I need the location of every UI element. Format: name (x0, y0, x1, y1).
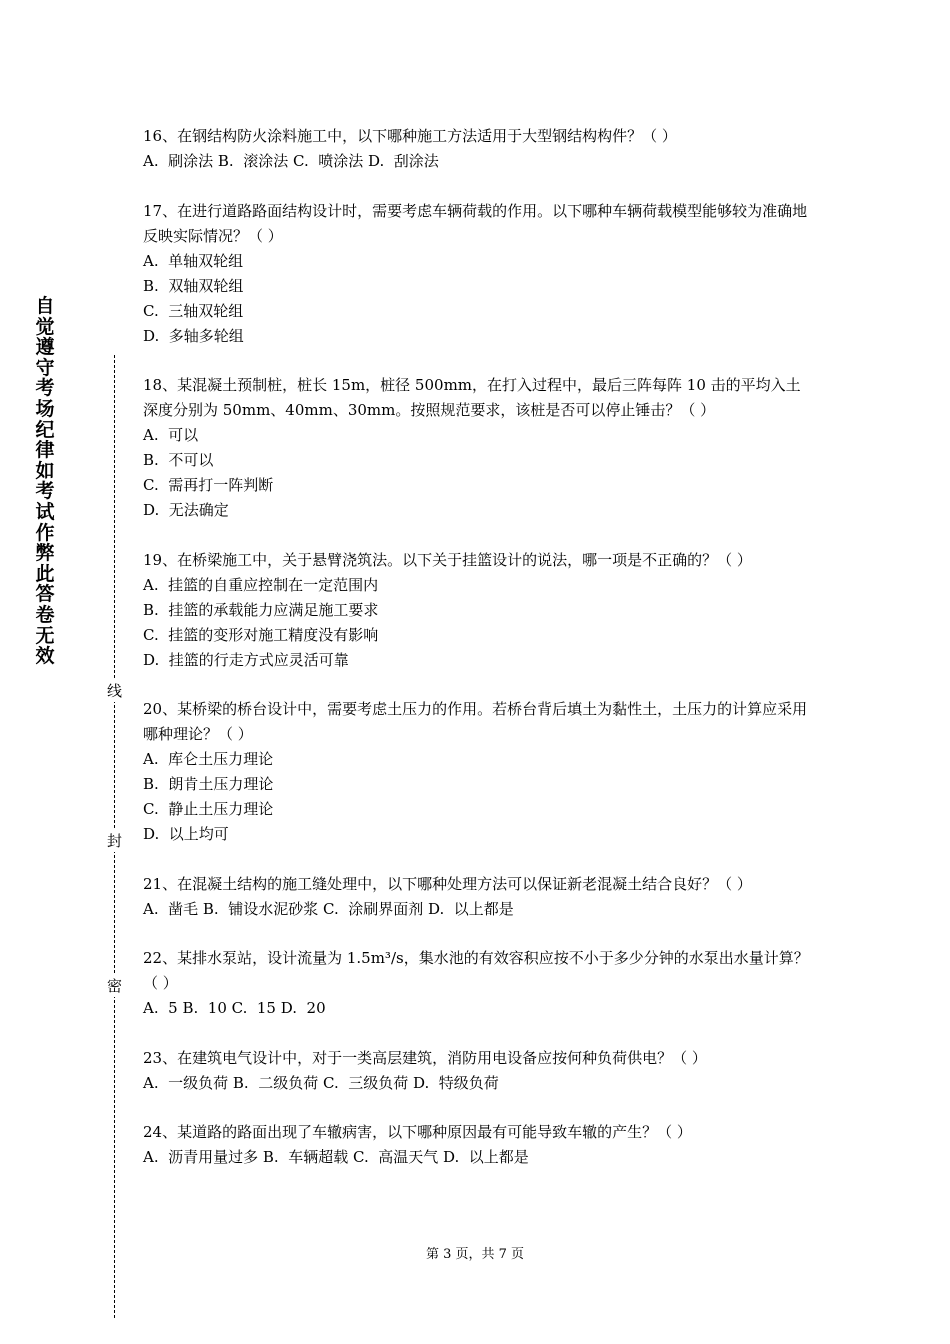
question-options (143, 423, 813, 523)
question-stem: 20、某桥梁的桥台设计中，需要考虑土压力的作用。若桥台背后填土为黏性土，土压力的计算应采用哪种理论？（ ） (143, 700, 808, 743)
question-options: A. 一级负荷 B. 二级负荷 C. 三级负荷 D. 特级负荷 (143, 1073, 499, 1092)
question-22 (143, 946, 813, 1021)
question-18 (143, 373, 813, 523)
option-d: D. 以上均可 (143, 825, 229, 843)
option-b: B. 挂篮的承载能力应满足施工要求 (143, 600, 379, 619)
binding-label-close: 密 (104, 973, 126, 997)
question-stem: 24、某道路的路面出现了车辙病害，以下哪种原因最有可能导致车辙的产生？（ ） (143, 1123, 692, 1141)
option-a: A. 挂篮的自重应控制在一定范围内 (143, 575, 379, 594)
option-c: C. 三轴双轮组 (143, 301, 244, 320)
option-a: A. 库仑土压力理论 (143, 750, 274, 768)
question-20 (143, 697, 813, 847)
warning-char: 试 (35, 500, 55, 523)
question-options (143, 573, 813, 673)
warning-char: 考 (35, 480, 55, 503)
warning-char: 律 (35, 439, 55, 462)
option-b: B. 朗肯土压力理论 (143, 775, 274, 793)
question-options: A. 凿毛 B. 铺设水泥砂浆 C. 涂刷界面剂 D. 以上都是 (143, 899, 514, 918)
question-options (143, 249, 813, 349)
warning-char: 此 (35, 562, 55, 585)
option-b: B. 双轴双轮组 (143, 276, 244, 295)
page-footer: 第 3 页，共 7 页 (425, 1247, 525, 1262)
option-a: A. 单轴双轮组 (143, 251, 244, 270)
warning-char: 觉 (35, 315, 55, 338)
warning-char: 场 (35, 397, 55, 420)
question-19 (143, 548, 813, 673)
option-d: D. 挂篮的行走方式应灵活可靠 (143, 650, 349, 669)
warning-char: 自 (35, 295, 55, 317)
question-stem: 18、某混凝土预制桩，桩长 15m，桩径 500mm，在打入过程中，最后三阵每阵 10 击的平均入土深度分别为 50mm、40mm、30mm。按照规范要求，该桩是否可以停止锤击？（ ） (143, 376, 801, 419)
warning-char: 如 (35, 459, 55, 482)
question-21 (143, 872, 813, 922)
exam-discipline-warning (30, 296, 60, 667)
warning-char: 效 (35, 645, 55, 668)
question-stem: 21、在混凝土结构的施工缝处理中，以下哪种处理方法可以保证新老混凝土结合良好？（ ） (143, 874, 752, 893)
question-stem: 23、在建筑电气设计中，对于一类高层建筑，消防用电设备应按何种负荷供电？（ ） (143, 1048, 707, 1067)
question-24 (143, 1120, 813, 1170)
question-options: A. 刷涂法 B. 滚涂法 C. 喷涂法 D. 刮涂法 (143, 152, 439, 170)
question-stem: 16、在钢结构防火涂料施工中，以下哪种施工方法适用于大型钢结构构件？（ ） (143, 127, 677, 145)
warning-char: 作 (35, 521, 55, 544)
warning-char: 无 (35, 624, 55, 647)
option-b: B. 不可以 (143, 451, 214, 469)
question-options: A. 5 B. 10 C. 15 D. 20 (143, 999, 326, 1017)
option-a: A. 可以 (143, 426, 199, 444)
question-16 (143, 124, 813, 174)
option-d: D. 多轴多轮组 (143, 326, 244, 345)
warning-char: 卷 (35, 603, 55, 626)
option-d: D. 无法确定 (143, 501, 229, 519)
binding-label-line: 线 (104, 678, 126, 702)
option-c: C. 静止土压力理论 (143, 800, 274, 818)
warning-char: 守 (35, 356, 55, 379)
option-c: C. 需再打一阵判断 (143, 476, 274, 494)
warning-char: 弊 (35, 542, 55, 565)
warning-char: 遵 (35, 336, 55, 359)
question-17 (143, 199, 813, 349)
question-stem: 19、在桥梁施工中，关于悬臂浇筑法。以下关于挂篮设计的说法，哪一项是不正确的？（ ） (143, 550, 752, 569)
binding-label-seal: 封 (104, 828, 126, 852)
question-options: A. 沥青用量过多 B. 车辆超载 C. 高温天气 D. 以上都是 (143, 1148, 529, 1166)
question-list (143, 124, 813, 1195)
warning-char: 答 (35, 583, 55, 606)
warning-char: 纪 (35, 418, 55, 441)
warning-char: 考 (35, 377, 55, 400)
question-options (143, 747, 813, 847)
option-c: C. 挂篮的变形对施工精度没有影响 (143, 625, 379, 644)
question-stem: 17、在进行道路路面结构设计时，需要考虑车辆荷载的作用。以下哪种车辆荷载模型能够较为准确地反映实际情况？（ ） (143, 201, 808, 245)
question-23 (143, 1046, 813, 1096)
question-stem: 22、某排水泵站，设计流量为 1.5m³/s，集水池的有效容积应按不小于多少分钟的水泵出水量计算？（ ） (143, 949, 809, 992)
